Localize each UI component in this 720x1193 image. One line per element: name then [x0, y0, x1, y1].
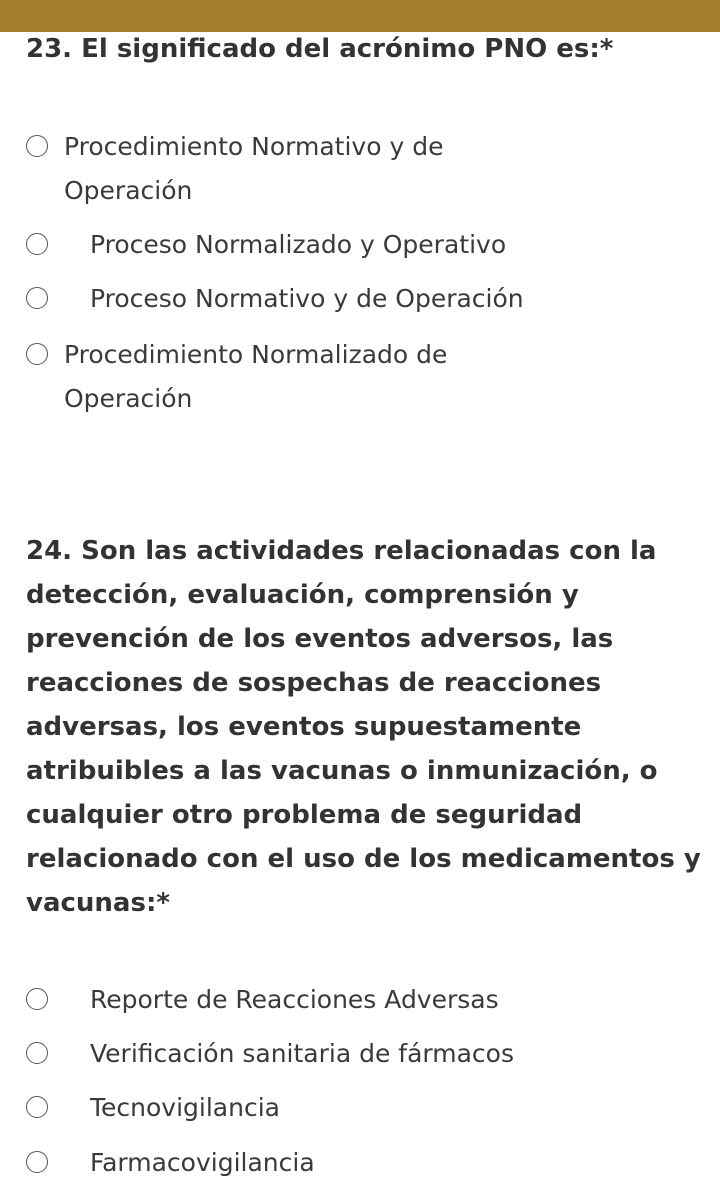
option-label: Tecnovigilancia [90, 1093, 280, 1122]
option-label: Proceso Normalizado y Operativo [90, 230, 507, 259]
option-label: Verificación sanitaria de fármacos [90, 1039, 514, 1068]
question-24-title: 24. Son las actividades relacionadas con la detección, evaluación, comprensión y prevención de los eventos adversos, las reacciones de sospechas de reacciones adversas, los eventos supuestamente atribuibles a las vacunas o inmunización, o cualquier otro problema de seguridad relacionado con el uso de los medicamentos y vacunas:* [26, 536, 701, 918]
radio-button[interactable] [26, 1096, 48, 1118]
question-24-option-1[interactable] [26, 978, 706, 1022]
question-23-option-2[interactable] [26, 223, 706, 267]
radio-button[interactable] [26, 343, 48, 365]
option-label: Farmacovigilancia [90, 1148, 315, 1177]
radio-button[interactable] [26, 287, 48, 309]
question-23-option-4[interactable] [26, 333, 706, 421]
radio-button[interactable] [26, 1151, 48, 1173]
radio-button[interactable] [26, 233, 48, 255]
question-23-option-1[interactable] [26, 125, 706, 213]
option-label: Procedimiento Normalizado de Operación [64, 340, 448, 413]
radio-button[interactable] [26, 135, 48, 157]
option-label: Proceso Normativo y de Operación [90, 284, 524, 313]
question-24-option-4[interactable] [26, 1141, 706, 1185]
question-24-option-3[interactable] [26, 1086, 706, 1130]
radio-button[interactable] [26, 988, 48, 1010]
option-label: Procedimiento Normativo y de Operación [64, 132, 444, 205]
question-24-option-2[interactable] [26, 1032, 706, 1076]
radio-button[interactable] [26, 1042, 48, 1064]
question-23-title: 23. El significado del acrónimo PNO es:* [26, 34, 614, 64]
question-23-option-3[interactable] [26, 277, 706, 321]
option-label: Reporte de Reacciones Adversas [90, 985, 499, 1014]
